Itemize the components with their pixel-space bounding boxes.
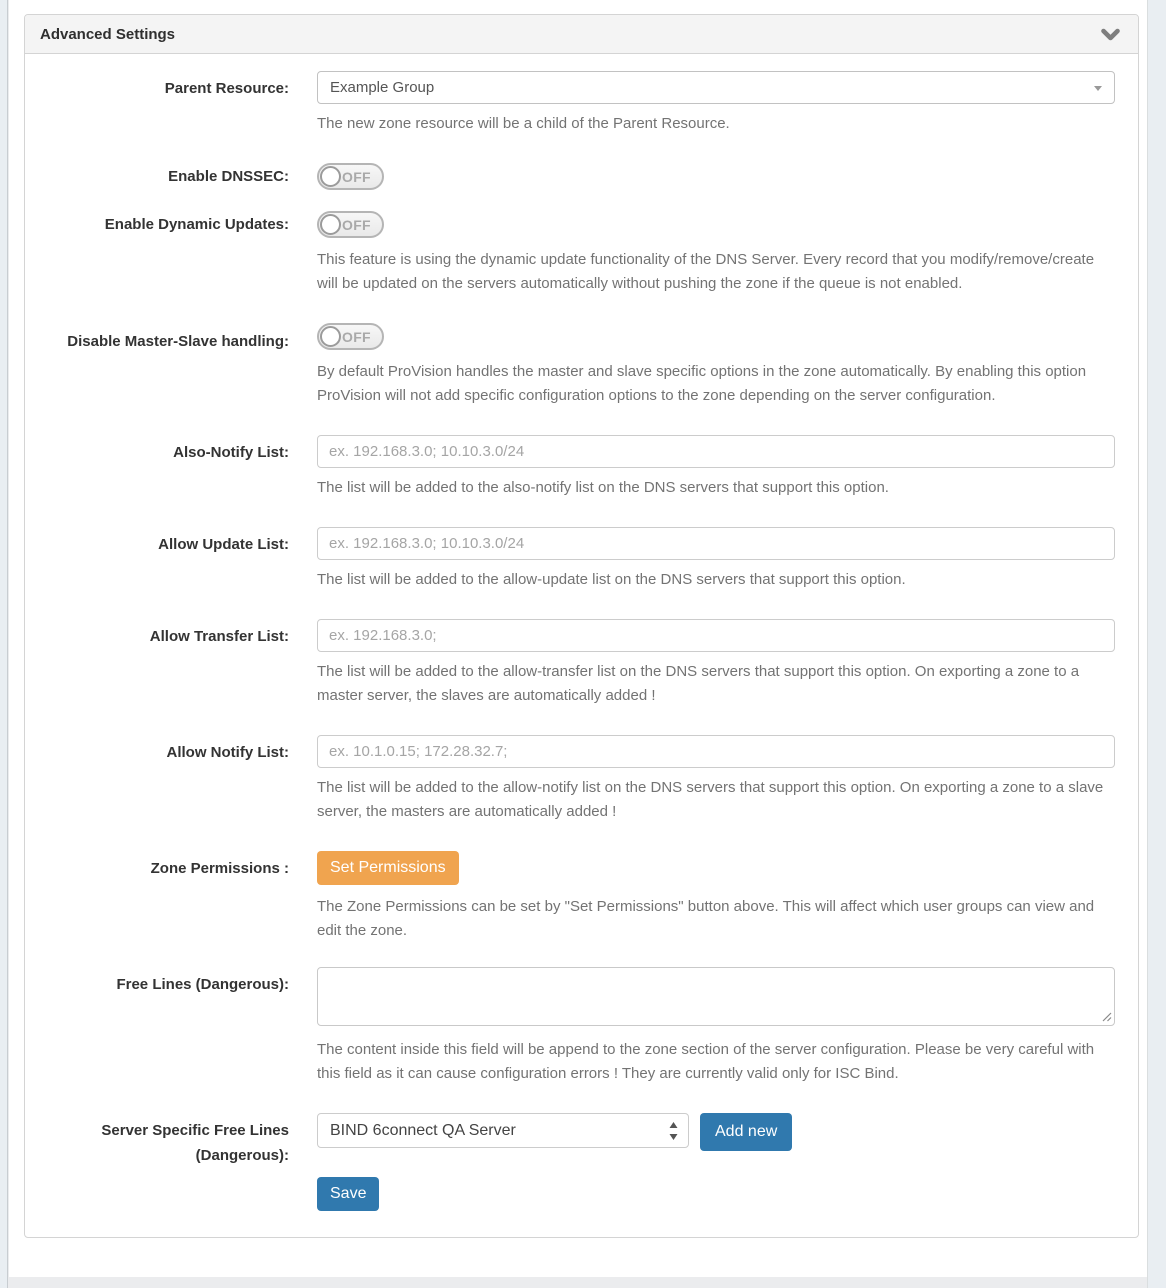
toggle-state-label: OFF — [342, 216, 371, 233]
allow-update-label: Allow Update List: — [158, 536, 289, 553]
toggle-state-label: OFF — [342, 328, 371, 345]
allow-notify-input[interactable] — [317, 735, 1115, 768]
up-down-arrows-icon — [668, 1119, 679, 1144]
toggle-knob — [320, 214, 341, 235]
panel-header[interactable] — [25, 15, 1138, 54]
enable-dnssec-label: Enable DNSSEC: — [168, 168, 289, 185]
also-notify-input[interactable] — [317, 435, 1115, 468]
also-notify-label: Also-Notify List: — [173, 444, 289, 461]
panel-body — [25, 54, 1138, 1237]
save-button[interactable]: Save — [317, 1177, 379, 1211]
parent-resource-help: The new zone resource will be a child of the Parent Resource. — [317, 115, 730, 132]
row-parent-resource — [53, 71, 1138, 136]
page-gutter-right — [1147, 0, 1166, 1288]
add-new-button[interactable]: Add new — [700, 1113, 792, 1151]
allow-update-help: The list will be added to the allow-update list on the DNS servers that support this option. — [317, 571, 906, 588]
allow-notify-help: The list will be added to the allow-notify list on the DNS servers that support this option. On exporting a zone to a slave server, the masters are automatically added ! — [317, 779, 1104, 820]
parent-resource-label: Parent Resource: — [164, 80, 289, 97]
panel-title: Advanced Settings — [40, 26, 176, 43]
zone-permissions-help: The Zone Permissions can be set by "Set Permissions" button above. This will affect which user groups can view and edit the zone. — [317, 898, 1095, 939]
page-gutter-left — [0, 0, 8, 1288]
toggle-knob — [320, 326, 341, 347]
server-select[interactable] — [317, 1113, 689, 1148]
enable-dynamic-updates-toggle[interactable] — [317, 211, 384, 238]
row-free-lines — [53, 967, 1138, 1086]
parent-resource-select[interactable] — [317, 71, 1115, 104]
content-area — [9, 0, 1147, 1277]
chevron-down-icon[interactable] — [1100, 28, 1121, 43]
row-server-specific-free-lines — [53, 1113, 1138, 1168]
server-select-value: BIND 6connect QA Server — [330, 1121, 516, 1139]
resize-handle-icon[interactable] — [1101, 1011, 1112, 1022]
row-allow-update — [53, 527, 1138, 592]
set-permissions-button[interactable]: Set Permissions — [317, 851, 459, 885]
free-lines-help: The content inside this field will be append to the zone section of the server configuration. Please be very careful with this field as it can cause configuration errors ! They are currently valid only for ISC Bind. — [317, 1041, 1095, 1082]
allow-transfer-help: The list will be added to the allow-transfer list on the DNS servers that support this option. On exporting a zone to a master server, the slaves are automatically added ! — [317, 663, 1080, 704]
toggle-state-label: OFF — [342, 168, 371, 185]
disable-master-slave-toggle[interactable] — [317, 323, 384, 350]
allow-transfer-label: Allow Transfer List: — [149, 628, 289, 645]
disable-master-slave-label: Disable Master-Slave handling: — [67, 333, 289, 350]
row-also-notify — [53, 435, 1138, 500]
zone-permissions-label: Zone Permissions : — [150, 860, 289, 877]
row-save — [53, 1177, 1138, 1211]
row-enable-dnssec — [53, 163, 1138, 192]
row-enable-dynamic-updates — [53, 211, 1138, 296]
enable-dynamic-updates-help: This feature is using the dynamic update functionality of the DNS Server. Every record that you modify/remove/create will be updated on the servers automatically without pushing the zone if the queue is not enabled. — [317, 251, 1095, 292]
free-lines-textarea[interactable] — [317, 967, 1115, 1026]
server-specific-free-lines-label: Server Specific Free Lines (Dangerous): — [101, 1122, 289, 1164]
allow-transfer-input[interactable] — [317, 619, 1115, 652]
enable-dnssec-toggle[interactable] — [317, 163, 384, 190]
advanced-settings-panel — [24, 14, 1139, 1238]
caret-down-icon — [1094, 86, 1102, 91]
save-row-spacer — [53, 1177, 289, 1182]
row-zone-permissions — [53, 851, 1138, 943]
toggle-knob — [320, 166, 341, 187]
row-allow-transfer — [53, 619, 1138, 708]
free-lines-label: Free Lines (Dangerous): — [116, 976, 289, 993]
row-disable-master-slave — [53, 323, 1138, 408]
row-allow-notify — [53, 735, 1138, 824]
also-notify-help: The list will be added to the also-notify list on the DNS servers that support this option. — [317, 479, 889, 496]
allow-update-input[interactable] — [317, 527, 1115, 560]
enable-dynamic-updates-label: Enable Dynamic Updates: — [104, 216, 289, 233]
allow-notify-label: Allow Notify List: — [166, 744, 289, 761]
disable-master-slave-help: By default ProVision handles the master and slave specific options in the zone automatically. By enabling this option ProVision will not add specific configuration options to the zone depending on the server configuration. — [317, 363, 1087, 404]
parent-resource-selected-value: Example Group — [330, 79, 435, 96]
